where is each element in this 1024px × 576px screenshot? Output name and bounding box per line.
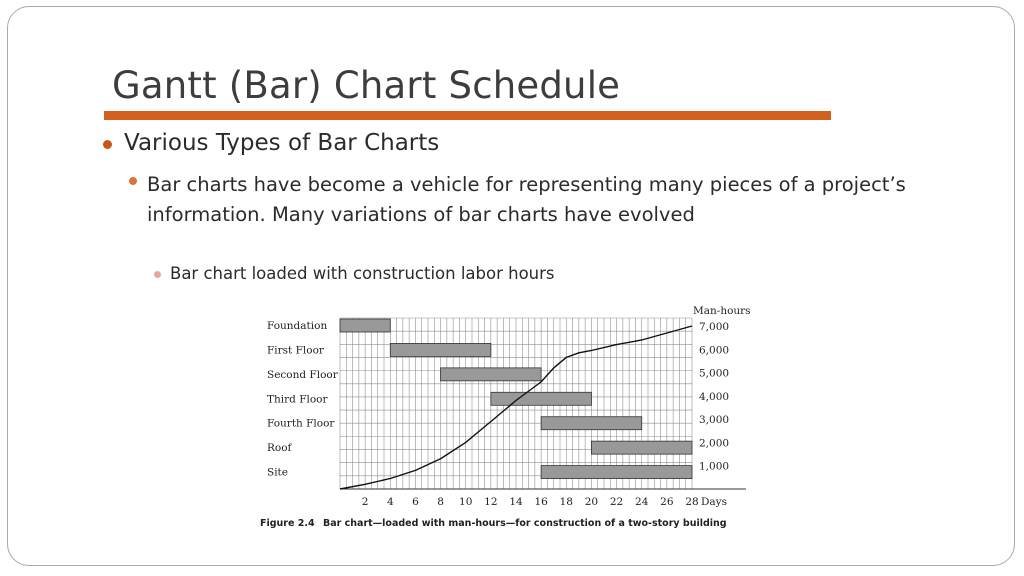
x-tick-label: 12 — [484, 496, 498, 508]
y-tick-label: 7,000 — [699, 321, 730, 333]
x-tick-label: 18 — [559, 496, 573, 508]
gantt-bar-third-floor — [491, 392, 592, 405]
y-tick-label: 1,000 — [699, 460, 730, 473]
x-tick-label: 24 — [635, 496, 649, 508]
right-axis-title: Man-hours — [693, 305, 751, 317]
bullet-dot-level1 — [103, 140, 112, 149]
x-tick-label: 28 — [685, 496, 699, 508]
gantt-chart — [255, 300, 775, 535]
task-label: Second Floor — [267, 368, 338, 381]
gantt-bar-site — [541, 466, 692, 479]
y-tick-label: 4,000 — [699, 390, 730, 403]
gantt-bar-foundation — [340, 319, 390, 332]
bullet-dot-level3 — [154, 271, 161, 278]
x-tick-label: 4 — [386, 496, 394, 508]
x-tick-label: 6 — [412, 496, 419, 508]
gantt-bar-first-floor — [390, 343, 491, 356]
x-tick-label: 10 — [459, 496, 473, 508]
title-underline — [104, 111, 831, 120]
bullet-dot-level2 — [129, 177, 137, 185]
x-tick-label: 26 — [660, 496, 674, 508]
x-tick-label: 2 — [361, 496, 369, 508]
task-label: First Floor — [267, 344, 324, 357]
y-tick-label: 5,000 — [699, 367, 730, 380]
x-tick-label: 22 — [609, 496, 624, 508]
task-label: Roof — [267, 442, 292, 455]
y-tick-label: 6,000 — [699, 344, 730, 357]
x-tick-label: 16 — [534, 496, 548, 508]
gantt-bar-roof — [591, 441, 692, 454]
bullet-level1: Various Types of Bar Charts — [124, 130, 440, 156]
y-tick-label: 2,000 — [699, 437, 730, 450]
x-tick-label: 8 — [437, 496, 444, 508]
x-tick-label: 14 — [509, 496, 523, 508]
slide-title: Gantt (Bar) Chart Schedule — [112, 64, 621, 107]
task-label: Third Floor — [267, 393, 328, 406]
y-tick-label: 3,000 — [699, 414, 730, 427]
task-label: Fourth Floor — [267, 417, 335, 430]
figure-caption-label: Figure 2.4 — [260, 518, 315, 529]
task-label: Foundation — [267, 320, 328, 332]
gantt-bar-fourth-floor — [541, 417, 642, 430]
bullet-level3: Bar chart loaded with construction labor hours — [170, 264, 555, 283]
bullet-level2: Bar charts have become a vehicle for representing many pieces of a project’s information. Many variations of bar charts have evolved — [147, 173, 906, 226]
gantt-figure — [255, 300, 775, 535]
gantt-bar-second-floor — [441, 368, 542, 381]
x-unit-label: Days — [701, 496, 727, 508]
task-label: Site — [267, 466, 288, 479]
figure-caption: Bar chart—loaded with man-hours—for construction of a two-story building — [323, 518, 727, 529]
x-tick-label: 20 — [584, 496, 599, 508]
